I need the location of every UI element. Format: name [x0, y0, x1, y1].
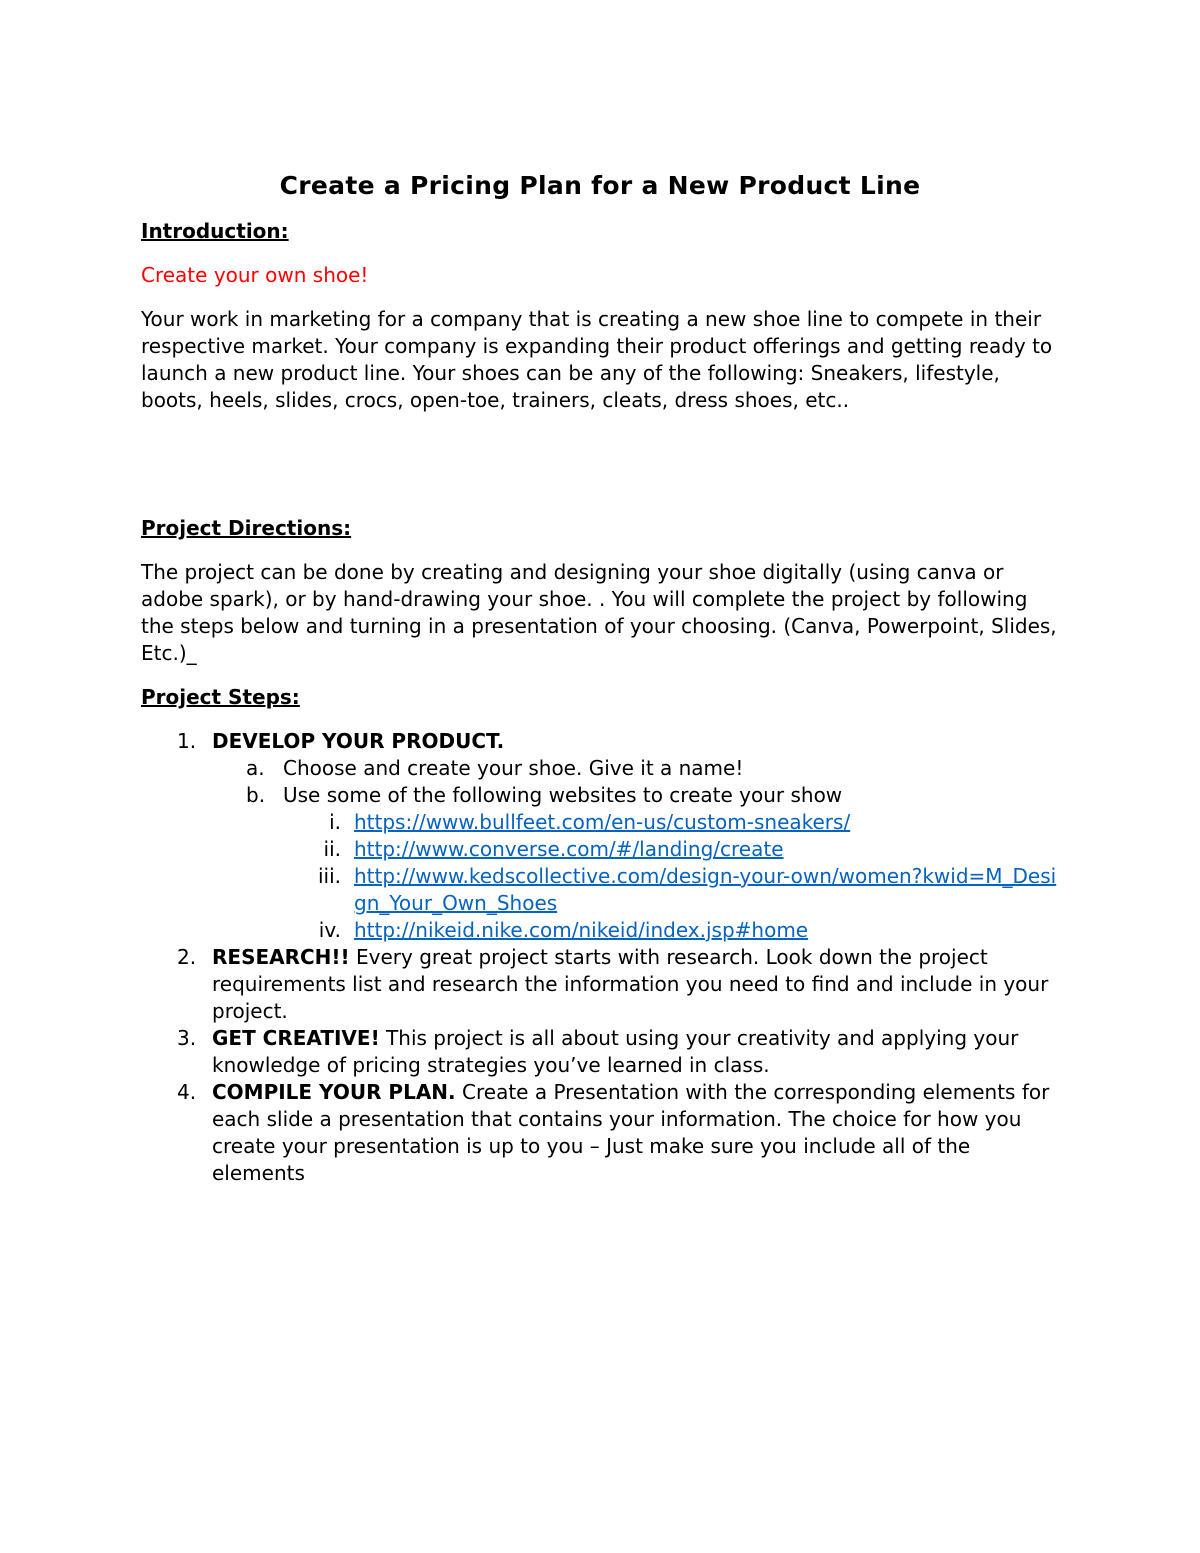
project-directions-heading: Project Directions: [141, 516, 352, 540]
keds-link-text: http://www.kedscollective.com/design-your-own/women?kwid=M_Design_Your_Own_Shoes [354, 864, 1057, 915]
bullfeet-link[interactable]: https://www.bullfeet.com/en-us/custom-sneakers/ [354, 810, 851, 834]
list-item [212, 755, 1061, 782]
step-number: 3. [177, 1026, 197, 1050]
step-number: 4. [177, 1080, 197, 1104]
list-item [283, 917, 1061, 944]
list-item [141, 1025, 1061, 1079]
document-page [141, 168, 1061, 1187]
converse-link[interactable]: http://www.converse.com/#/landing/create [354, 837, 784, 861]
nikeid-link[interactable]: http://nikeid.nike.com/nikeid/index.jsp#home [354, 918, 809, 942]
list-item [141, 728, 1061, 944]
project-steps-heading: Project Steps: [141, 685, 300, 709]
sub-text: Use some of the following websites to create your show [283, 783, 843, 807]
spacer [141, 414, 1061, 515]
steps-list [141, 728, 1061, 1187]
step-text: Every great project starts with research. Look down the project requirements list and research the information you need to find and include in your project. [212, 945, 1049, 1023]
list-item [283, 836, 1061, 863]
roman-number: iii. [317, 864, 341, 888]
step-title: COMPILE YOUR PLAN. [212, 1080, 456, 1104]
list-item [283, 809, 1061, 836]
step-title: DEVELOP YOUR PRODUCT. [212, 729, 505, 753]
roman-number: i. [329, 810, 341, 834]
step-title: GET CREATIVE! [212, 1026, 380, 1050]
intro-paragraph: Your work in marketing for a company that is creating a new shoe line to compete in their respective market. Your company is expanding their product offerings and getting ready to launch a new product line. Your shoes can be any of the following: Sneakers, lifestyle, boots, heels, slides, crocs, open-toe, trainers, cleats, dress shoes, etc.. [141, 307, 1053, 412]
keds-link[interactable] [354, 864, 1056, 915]
directions-paragraph: The project can be done by creating and designing your shoe digitally (using canva or adobe spark), or by hand-drawing your shoe. . You will complete the project by following the steps below and turning in a presentation of your choosing. (Canva, Powerpoint, Slides, Etc.)_ [141, 560, 1057, 665]
roman-number: iv. [318, 918, 341, 942]
sub-number: a. [246, 756, 265, 780]
link-list [283, 809, 1061, 944]
intro-tagline: Create your own shoe! [141, 263, 369, 287]
sub-list [212, 755, 1061, 944]
step-number: 2. [177, 945, 197, 969]
roman-number: ii. [323, 837, 341, 861]
sub-text: Choose and create your shoe. Give it a name! [283, 756, 744, 780]
document-title: Create a Pricing Plan for a New Product Line [279, 171, 921, 200]
step-title: RESEARCH!! [212, 945, 350, 969]
introduction-heading: Introduction: [141, 219, 289, 243]
step-text: Create a Presentation with the corresponding elements for each slide a presentation that contains your information. The choice for how you create your presentation is up to you – Just make sure you include all of the elements [212, 1080, 1050, 1185]
list-item [212, 782, 1061, 944]
list-item [283, 863, 1061, 917]
list-item [141, 1079, 1061, 1187]
step-text: This project is all about using your creativity and applying your knowledge of pricing strategies you’ve learned in class. [212, 1026, 1019, 1077]
list-item [141, 944, 1061, 1025]
step-number: 1. [177, 729, 197, 753]
sub-number: b. [246, 783, 266, 807]
